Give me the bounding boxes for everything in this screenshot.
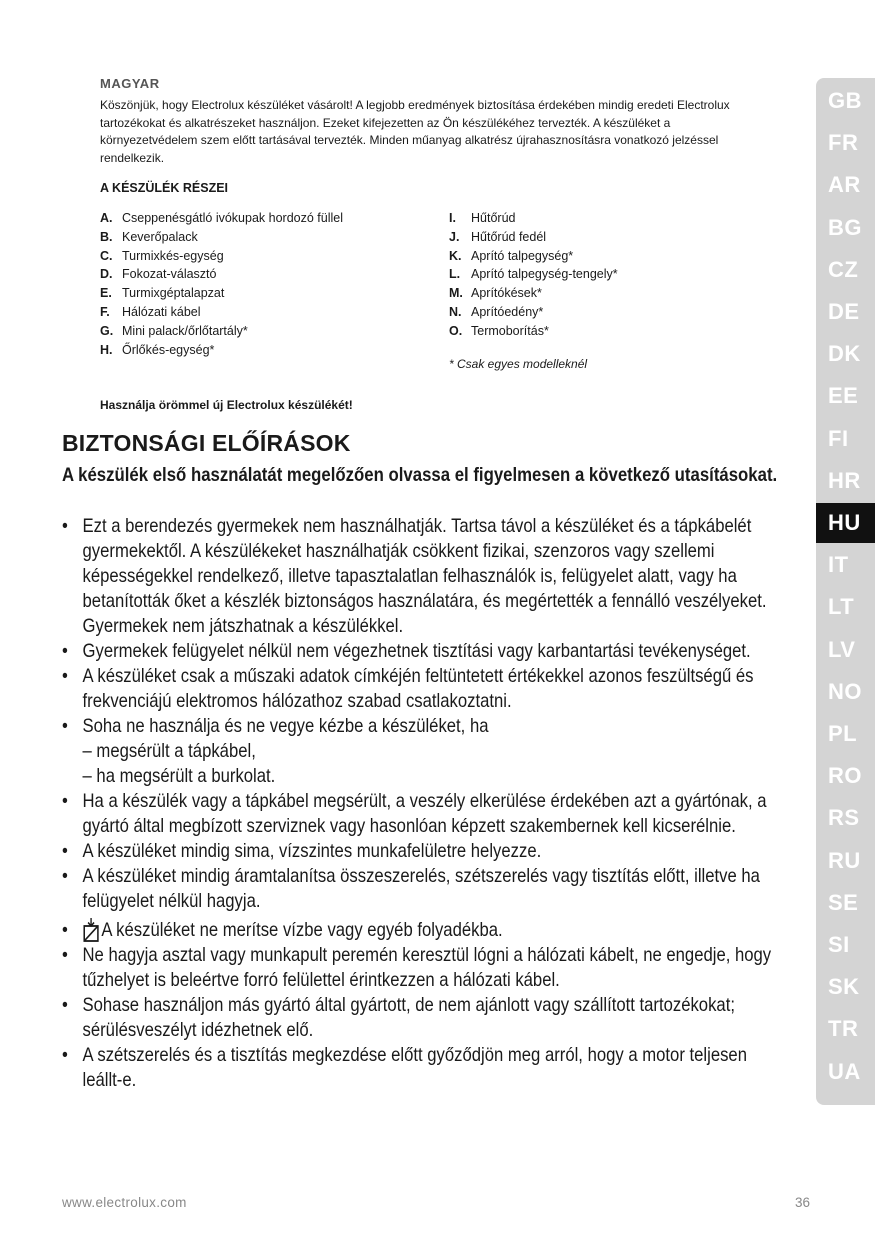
safety-rule: • Ha a készülék vagy a tápkábel megsérült, a veszély elkerülése érdekében azt a gyártónak, a gyártó által megbízott szerviznek vagy hasonlóan képzett szakembernek kell kicserélnie. xyxy=(62,789,784,839)
parts-title: A KÉSZÜLÉK RÉSZEI xyxy=(100,181,229,195)
list-item: M. Aprítókések* xyxy=(449,286,542,301)
safety-rule: • Ezt a berendezés gyermekek nem használhatják. Tartsa távol a készüléket és a tápkábelét gyermekektől. A készülékeket használhatják csökkent fizikai, szenzoros vagy szellemi képességekkel rendelkező, illetve tapasztalatlan felhasználók is, felügyelet alatt, vagy ha betanították őket a készlék biztonságos használatára, és megértették a fennálló veszélyeket. Gyermekek nem játszhatnak a készülékkel. xyxy=(62,514,784,639)
list-item: A. Cseppenésgátló ivókupak hordozó füllel xyxy=(100,211,343,225)
safety-rule: • Sohase használjon más gyártó által gyártott, de nem ajánlott vagy szállított tartozékokat; sérülésveszélyt idézhetnek elő. xyxy=(62,993,784,1043)
language-tab-dk[interactable]: DK xyxy=(828,341,861,367)
language-tab-ar[interactable]: AR xyxy=(828,172,861,198)
parts-list-left xyxy=(100,209,420,359)
parts-footnote: * Csak egyes modelleknél xyxy=(449,357,588,371)
language-tab-ru[interactable]: RU xyxy=(828,847,861,873)
list-item: O. Termoborítás* xyxy=(449,323,549,338)
language-tab-no[interactable]: NO xyxy=(828,678,862,704)
language-tab-tr[interactable]: TR xyxy=(828,1016,859,1042)
list-item: E. Turmixgéptalapzat xyxy=(100,286,225,301)
safety-rule: • A készüléket mindig sima, vízszintes munkafelületre helyezze. xyxy=(62,839,784,864)
language-tab-rs[interactable]: RS xyxy=(828,805,860,831)
safety-rules-list xyxy=(62,514,784,1093)
language-tab-bg[interactable]: BG xyxy=(828,214,862,240)
language-tab-it[interactable]: IT xyxy=(828,552,849,578)
safety-subheading: A készülék első használatát megelőzően olvassa el figyelmesen a következő utasításokat. xyxy=(62,464,778,486)
safety-rule: • Soha ne használja és ne vegye kézbe a készüléket, ha – megsérült a tápkábel, – ha megsérült a burkolat. xyxy=(62,714,784,789)
safety-rule: • Ne hagyja asztal vagy munkapult peremén keresztül lógni a hálózati kábelt, ne engedje, hogy tűzhelyet is beleértve forró felülettel érintkezzen a hálózati kábel. xyxy=(62,943,784,993)
list-item: J. Hűtőrúd fedél xyxy=(449,229,547,244)
language-tab-lt[interactable]: LT xyxy=(828,594,855,620)
page-number: 36 xyxy=(795,1195,811,1210)
enjoy-text: Használja örömmel új Electrolux készülékét! xyxy=(100,398,353,412)
language-tab-hr[interactable]: HR xyxy=(828,467,861,493)
language-tab-sk[interactable]: SK xyxy=(828,974,860,1000)
language-tab-pl[interactable]: PL xyxy=(828,721,858,746)
list-item: G. Mini palack/őrlőtartály* xyxy=(100,323,248,338)
language-tab-se[interactable]: SE xyxy=(828,889,859,915)
list-item: N. Aprítóedény* xyxy=(449,304,544,319)
safety-rule: • Gyermekek felügyelet nélkül nem végezhetnek tisztítási vagy karbantartási tevékenységet. xyxy=(62,639,784,664)
language-tab-si[interactable]: SI xyxy=(828,932,850,957)
rule-subitem: – megsérült a tápkábel, xyxy=(82,740,256,762)
safety-rule: • A szétszerelés és a tisztítás megkezdése előtt győződjön meg arról, hogy a motor teljesen leállt-e. xyxy=(62,1043,784,1093)
intro-paragraph: Köszönjük, hogy Electrolux készüléket vásárolt! A legjobb eredmények biztosítása érdekében mindig eredeti Electrolux tartozékokat és alkatrészeket használjon. Ezeket kifejezetten az Ön készülékéhez tervezték. A készüléket a környezetvédelem szem előtt tartásával tervezték. Minden műanyag alkatrész újrahasznosításra vonatkozó jelzéssel rendelkezik. xyxy=(100,98,730,165)
safety-rule: • A készüléket csak a műszaki adatok címkéjén feltüntetett értékekkel azonos feszültségű és frekvenciájú elektromos hálózathoz szabad csatlakoztatni. xyxy=(62,664,784,714)
list-item: F. Hálózati kábel xyxy=(100,304,201,319)
safety-rule: • A készüléket ne merítse vízbe vagy egyéb folyadékba. xyxy=(62,918,784,943)
language-tab-ee[interactable]: EE xyxy=(828,383,859,409)
language-tab-gb[interactable]: GB xyxy=(828,88,862,113)
language-sidebar xyxy=(816,78,875,1105)
footer-url[interactable]: www.electrolux.com xyxy=(62,1195,187,1210)
list-item: K. Aprító talpegység* xyxy=(449,248,574,263)
language-tab-ua[interactable]: UA xyxy=(828,1058,861,1084)
language-tab-ro[interactable]: RO xyxy=(828,763,862,789)
parts-list-right xyxy=(449,209,729,341)
list-item: B. Keverőpalack xyxy=(100,229,198,244)
no-immersion-icon xyxy=(83,918,102,943)
list-item: D. Fokozat-választó xyxy=(100,267,217,282)
rule-subitem: – ha megsérült a burkolat. xyxy=(82,765,276,787)
list-item: H. Őrlőkés-egység* xyxy=(100,342,215,357)
safety-rule: • A készüléket mindig áramtalanítsa összeszerelés, szétszerelés vagy tisztítás előtt, illetve ha felügyelet nélkül hagyja. xyxy=(62,864,784,914)
list-item: L. Aprító talpegység-tengely* xyxy=(449,267,618,282)
list-item: I. Hűtőrúd xyxy=(449,211,516,225)
language-tab-fr[interactable]: FR xyxy=(828,130,859,156)
language-tab-cz[interactable]: CZ xyxy=(828,256,859,282)
language-tab-lv[interactable]: LV xyxy=(828,636,856,662)
language-tab-fi[interactable]: FI xyxy=(828,425,849,451)
language-tab-de[interactable]: DE xyxy=(828,299,860,324)
list-item: C. Turmixkés-egység xyxy=(100,248,224,263)
safety-heading: BIZTONSÁGI ELŐÍRÁSOK xyxy=(62,430,351,456)
section-label: MAGYAR xyxy=(100,76,160,91)
language-tab-hu[interactable]: HU xyxy=(816,503,875,543)
